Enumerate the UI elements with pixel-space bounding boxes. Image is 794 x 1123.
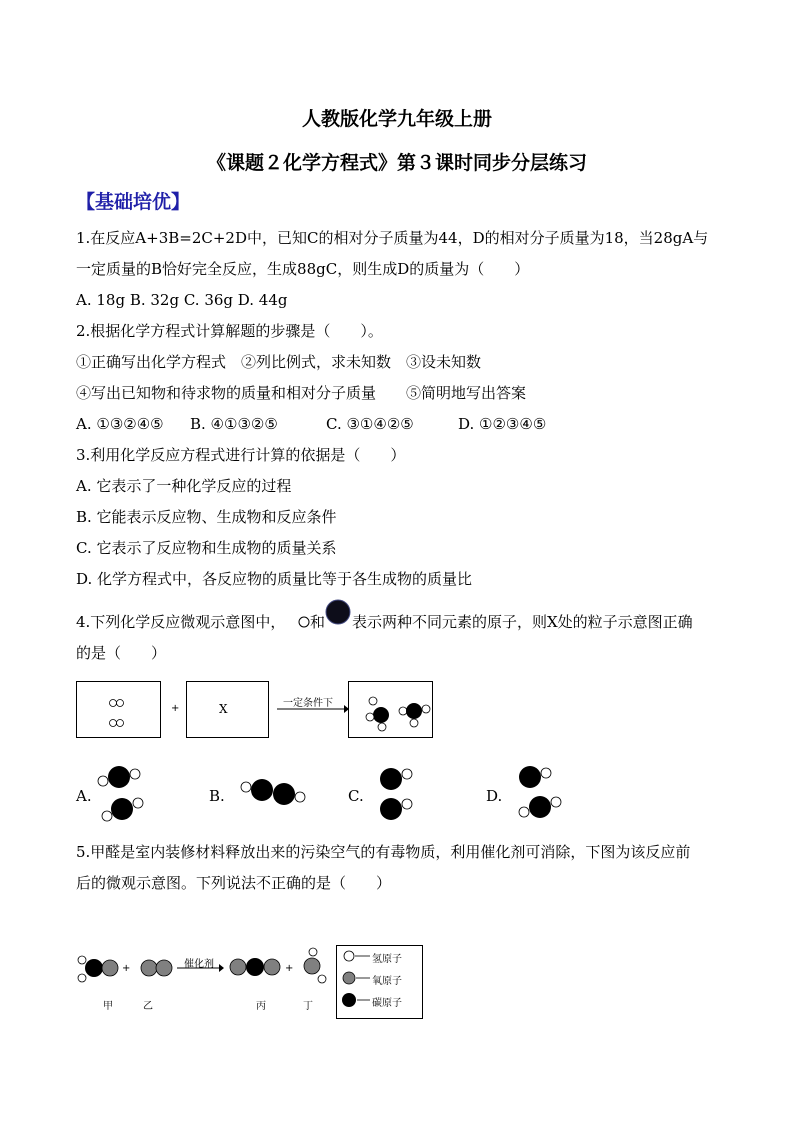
q5-label-ding: 丁 — [303, 1001, 313, 1012]
q4-option-b-label: B. — [209, 787, 225, 805]
q4-option-d-label: D. — [486, 787, 503, 805]
q3-option-d: D. 化学方程式中，各反应物的质量比等于各生成物的质量比 — [76, 570, 473, 588]
q5-plus-sign-1: + — [122, 963, 131, 974]
q3-stem: 3.利用化学反应方程式进行计算的依据是（ ） — [76, 446, 406, 464]
q2-option-a: A. ①③②④⑤ — [76, 415, 164, 433]
q1-options: A. 18g B. 32g C. 36g D. 44g — [76, 291, 288, 309]
legend-carbon: 碳原子 — [372, 998, 402, 1009]
q4-condition-label: 一定条件下 — [283, 698, 333, 709]
q3-option-a: A. 它表示了一种化学反应的过程 — [76, 477, 292, 495]
section-heading: 【基础培优】 — [76, 191, 191, 213]
q4-stem-line2: 的是（ ） — [76, 644, 167, 662]
q3-option-c: C. 它表示了反应物和生成物的质量关系 — [76, 539, 337, 557]
legend-hydrogen: 氢原子 — [372, 954, 402, 965]
q4-stem-and: 和 — [310, 613, 326, 631]
q2-option-c: C. ③①④②⑤ — [326, 415, 414, 433]
page-title: 人教版化学九年级上册 — [301, 108, 492, 130]
q5-label-jia: 甲 — [103, 1001, 113, 1012]
q4-option-a-label: A. — [76, 787, 92, 805]
page-subtitle: 《课题２化学方程式》第３课时同步分层练习 — [206, 152, 587, 174]
q3-option-b: B. 它能表示反应物、生成物和反应条件 — [76, 508, 337, 526]
q4-option-c-label: C. — [348, 787, 364, 805]
q5-stem-line2: 后的微观示意图。下列说法不正确的是（ ） — [76, 874, 392, 892]
q1-stem-line1: 1.在反应A+3B=2C+2D中，已知C的相对分子质量为44，D的相对分子质量为18，当28gA与 — [76, 229, 709, 247]
q2-steps-line2: ④写出已知物和待求物的质量和相对分子质量 ⑤简明地写出答案 — [76, 384, 527, 402]
q4-plus-sign: + — [171, 703, 180, 714]
q5-label-yi: 乙 — [143, 1001, 153, 1012]
legend-oxygen: 氧原子 — [372, 976, 402, 987]
q4-box-x-label: X — [219, 702, 228, 716]
q5-catalyst-label: 催化剂 — [184, 959, 214, 970]
q1-stem-line2: 一定质量的B恰好完全反应，生成88gC，则生成D的质量为（ ） — [76, 260, 530, 278]
q2-stem: 2.根据化学方程式计算解题的步骤是（ ）。 — [76, 322, 383, 340]
q5-stem-line1: 5.甲醛是室内装修材料释放出来的污染空气的有毒物质，利用催化剂可消除，下图为该反应前 — [76, 843, 691, 861]
q2-option-b: B. ④①③②⑤ — [190, 415, 278, 433]
q4-stem-part1: 4.下列化学反应微观示意图中， — [76, 613, 286, 631]
q2-steps-line1: ①正确写出化学方程式 ②列比例式，求未知数 ③设未知数 — [76, 353, 482, 371]
q5-label-bing: 丙 — [256, 1001, 266, 1012]
q5-plus-sign-2: + — [285, 963, 294, 974]
q4-stem-part2: 表示两种不同元素的原子，则X处的粒子示意图正确 — [352, 613, 693, 631]
q2-option-d: D. ①②③④⑤ — [458, 415, 547, 433]
